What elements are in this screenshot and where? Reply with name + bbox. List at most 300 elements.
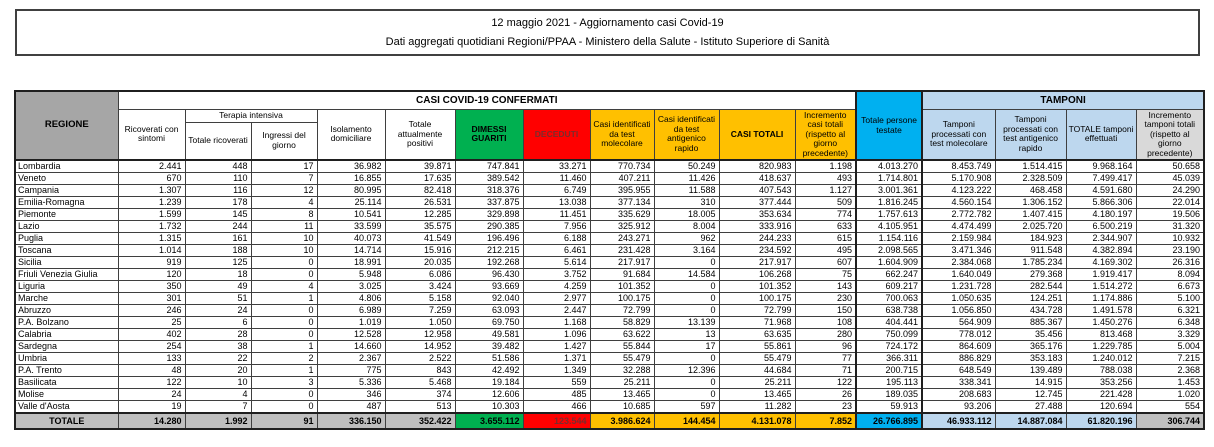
value-cell: 80.995 xyxy=(317,185,385,197)
value-cell: 4.013.270 xyxy=(856,160,922,173)
value-cell: 434.728 xyxy=(995,305,1066,317)
value-cell: 4.123.222 xyxy=(922,185,995,197)
value-cell: 407.211 xyxy=(590,173,654,185)
value-cell: 26.316 xyxy=(1136,257,1204,269)
table-row xyxy=(15,233,1204,245)
value-cell: 1 xyxy=(251,293,317,305)
value-cell: 55.844 xyxy=(590,341,654,353)
value-cell: 333.916 xyxy=(719,221,795,233)
value-cell: 161 xyxy=(185,233,251,245)
value-cell: 615 xyxy=(795,233,856,245)
value-cell: 1.019 xyxy=(317,317,385,329)
value-cell: 14.915 xyxy=(995,377,1066,389)
value-cell: 208.683 xyxy=(922,389,995,401)
value-cell: 2.368 xyxy=(1136,365,1204,377)
value-cell: 69.750 xyxy=(455,317,523,329)
value-cell: 49.581 xyxy=(455,329,523,341)
value-cell: 178 xyxy=(185,197,251,209)
value-cell: 0 xyxy=(251,257,317,269)
value-cell: 2.441 xyxy=(118,160,185,173)
value-cell: 962 xyxy=(654,233,719,245)
total-value-cell: 4.131.078 xyxy=(719,413,795,429)
value-cell: 36.982 xyxy=(317,160,385,173)
total-value-cell: 46.933.112 xyxy=(922,413,995,429)
value-cell: 145 xyxy=(185,209,251,221)
value-cell: 2.098.565 xyxy=(856,245,922,257)
value-cell: 40.073 xyxy=(317,233,385,245)
header-totale-persone-testate: Totale persone testate xyxy=(856,91,922,160)
value-cell: 279.368 xyxy=(995,269,1066,281)
value-cell: 24 xyxy=(185,305,251,317)
value-cell: 6.321 xyxy=(1136,305,1204,317)
value-cell: 24.290 xyxy=(1136,185,1204,197)
value-cell: 597 xyxy=(654,401,719,414)
value-cell: 6.500.219 xyxy=(1066,221,1136,233)
value-cell: 12.285 xyxy=(385,209,455,221)
value-cell: 28 xyxy=(185,329,251,341)
value-cell: 124.251 xyxy=(995,293,1066,305)
value-cell: 13.139 xyxy=(654,317,719,329)
value-cell: 607 xyxy=(795,257,856,269)
value-cell: 96 xyxy=(795,341,856,353)
value-cell: 44.684 xyxy=(719,365,795,377)
value-cell: 0 xyxy=(654,281,719,293)
table-row xyxy=(15,329,1204,341)
region-name: Toscana xyxy=(15,245,118,257)
value-cell: 17 xyxy=(251,160,317,173)
value-cell: 820.983 xyxy=(719,160,795,173)
value-cell: 329.898 xyxy=(455,209,523,221)
value-cell: 885.367 xyxy=(995,317,1066,329)
table-row xyxy=(15,173,1204,185)
value-cell: 2.159.984 xyxy=(922,233,995,245)
value-cell: 1 xyxy=(251,341,317,353)
total-value-cell: 14.887.084 xyxy=(995,413,1066,429)
value-cell: 1.168 xyxy=(523,317,590,329)
value-cell: 4 xyxy=(251,281,317,293)
total-value-cell: 144.454 xyxy=(654,413,719,429)
value-cell: 217.917 xyxy=(719,257,795,269)
value-cell: 11.426 xyxy=(654,173,719,185)
header-band-casi-confermati: CASI COVID-19 CONFERMATI xyxy=(118,91,856,109)
value-cell: 7.956 xyxy=(523,221,590,233)
value-cell: 2.772.782 xyxy=(922,209,995,221)
value-cell: 395.955 xyxy=(590,185,654,197)
value-cell: 1.315 xyxy=(118,233,185,245)
value-cell: 788.038 xyxy=(1066,365,1136,377)
total-value-cell: 3.655.112 xyxy=(455,413,523,429)
header-deceduti: DECEDUTI xyxy=(523,109,590,160)
table-row xyxy=(15,257,1204,269)
value-cell: 724.172 xyxy=(856,341,922,353)
value-cell: 5.468 xyxy=(385,377,455,389)
region-name: Lombardia xyxy=(15,160,118,173)
value-cell: 485 xyxy=(523,389,590,401)
value-cell: 4.474.499 xyxy=(922,221,995,233)
table-row xyxy=(15,377,1204,389)
value-cell: 20 xyxy=(185,365,251,377)
value-cell: 448 xyxy=(185,160,251,173)
value-cell: 374 xyxy=(385,389,455,401)
value-cell: 750.099 xyxy=(856,329,922,341)
header-incremento-casi: Incremento casi totali (rispetto al giorno precedente) xyxy=(795,109,856,160)
value-cell: 12.958 xyxy=(385,329,455,341)
value-cell: 18.005 xyxy=(654,209,719,221)
table-row xyxy=(15,353,1204,365)
value-cell: 2 xyxy=(251,353,317,365)
value-cell: 58.829 xyxy=(590,317,654,329)
total-value-cell: 61.820.196 xyxy=(1066,413,1136,429)
table-row xyxy=(15,281,1204,293)
value-cell: 91.684 xyxy=(590,269,654,281)
value-cell: 72.799 xyxy=(590,305,654,317)
value-cell: 23.190 xyxy=(1136,245,1204,257)
value-cell: 254 xyxy=(118,341,185,353)
value-cell: 509 xyxy=(795,197,856,209)
value-cell: 195.113 xyxy=(856,377,922,389)
value-cell: 366.311 xyxy=(856,353,922,365)
value-cell: 1.349 xyxy=(523,365,590,377)
value-cell: 22.014 xyxy=(1136,197,1204,209)
table-row xyxy=(15,341,1204,353)
value-cell: 14.660 xyxy=(317,341,385,353)
value-cell: 747.841 xyxy=(455,160,523,173)
value-cell: 418.637 xyxy=(719,173,795,185)
value-cell: 2.522 xyxy=(385,353,455,365)
value-cell: 6.749 xyxy=(523,185,590,197)
value-cell: 11 xyxy=(251,221,317,233)
region-name: Marche xyxy=(15,293,118,305)
value-cell: 493 xyxy=(795,173,856,185)
value-cell: 911.548 xyxy=(995,245,1066,257)
total-value-cell: 306.744 xyxy=(1136,413,1204,429)
value-cell: 82.418 xyxy=(385,185,455,197)
value-cell: 0 xyxy=(654,293,719,305)
value-cell: 350 xyxy=(118,281,185,293)
value-cell: 18 xyxy=(185,269,251,281)
value-cell: 337.875 xyxy=(455,197,523,209)
table-row xyxy=(15,305,1204,317)
value-cell: 5.948 xyxy=(317,269,385,281)
value-cell: 5.614 xyxy=(523,257,590,269)
table-row xyxy=(15,389,1204,401)
value-cell: 243.271 xyxy=(590,233,654,245)
value-cell: 6.188 xyxy=(523,233,590,245)
value-cell: 10 xyxy=(251,233,317,245)
total-value-cell: 1.992 xyxy=(185,413,251,429)
value-cell: 495 xyxy=(795,245,856,257)
value-cell: 662.247 xyxy=(856,269,922,281)
value-cell: 6.348 xyxy=(1136,317,1204,329)
total-value-cell: 14.280 xyxy=(118,413,185,429)
value-cell: 554 xyxy=(1136,401,1204,414)
table-body xyxy=(15,160,1204,429)
value-cell: 51.586 xyxy=(455,353,523,365)
value-cell: 7.259 xyxy=(385,305,455,317)
table-row xyxy=(15,209,1204,221)
header-ingressi-giorno: Ingressi del giorno xyxy=(251,122,317,160)
value-cell: 11.282 xyxy=(719,401,795,414)
value-cell: 3.164 xyxy=(654,245,719,257)
value-cell: 23 xyxy=(795,401,856,414)
value-cell: 3.752 xyxy=(523,269,590,281)
value-cell: 1.816.245 xyxy=(856,197,922,209)
value-cell: 5.100 xyxy=(1136,293,1204,305)
value-cell: 325.912 xyxy=(590,221,654,233)
value-cell: 188 xyxy=(185,245,251,257)
value-cell: 92.040 xyxy=(455,293,523,305)
value-cell: 108 xyxy=(795,317,856,329)
value-cell: 139.489 xyxy=(995,365,1066,377)
value-cell: 22 xyxy=(185,353,251,365)
value-cell: 3.424 xyxy=(385,281,455,293)
value-cell: 1.919.417 xyxy=(1066,269,1136,281)
value-cell: 100.175 xyxy=(590,293,654,305)
value-cell: 3.471.346 xyxy=(922,245,995,257)
value-cell: 122 xyxy=(118,377,185,389)
value-cell: 778.012 xyxy=(922,329,995,341)
value-cell: 31.320 xyxy=(1136,221,1204,233)
value-cell: 18.991 xyxy=(317,257,385,269)
region-name: Sicilia xyxy=(15,257,118,269)
header-regione: REGIONE xyxy=(15,91,118,160)
value-cell: 10 xyxy=(185,377,251,389)
value-cell: 14.714 xyxy=(317,245,385,257)
value-cell: 49 xyxy=(185,281,251,293)
value-cell: 100.175 xyxy=(719,293,795,305)
region-name: Abruzzo xyxy=(15,305,118,317)
header-tamponi-antigenico: Tamponi processati con test antigenico rapido xyxy=(995,109,1066,160)
value-cell: 11.588 xyxy=(654,185,719,197)
value-cell: 7.215 xyxy=(1136,353,1204,365)
value-cell: 513 xyxy=(385,401,455,414)
value-cell: 106.268 xyxy=(719,269,795,281)
value-cell: 93.669 xyxy=(455,281,523,293)
value-cell: 25.114 xyxy=(317,197,385,209)
total-value-cell: 123.544 xyxy=(523,413,590,429)
value-cell: 150 xyxy=(795,305,856,317)
value-cell: 10 xyxy=(251,245,317,257)
value-cell: 212.215 xyxy=(455,245,523,257)
value-cell: 770.734 xyxy=(590,160,654,173)
value-cell: 59.913 xyxy=(856,401,922,414)
value-cell: 17 xyxy=(654,341,719,353)
header-dimessi-guariti: DIMESSI GUARITI xyxy=(455,109,523,160)
value-cell: 143 xyxy=(795,281,856,293)
value-cell: 487 xyxy=(317,401,385,414)
value-cell: 51 xyxy=(185,293,251,305)
value-cell: 63.093 xyxy=(455,305,523,317)
value-cell: 2.344.907 xyxy=(1066,233,1136,245)
value-cell: 353.634 xyxy=(719,209,795,221)
value-cell: 402 xyxy=(118,329,185,341)
value-cell: 63.622 xyxy=(590,329,654,341)
value-cell: 246 xyxy=(118,305,185,317)
value-cell: 1.096 xyxy=(523,329,590,341)
value-cell: 71.968 xyxy=(719,317,795,329)
value-cell: 1.732 xyxy=(118,221,185,233)
value-cell: 0 xyxy=(251,389,317,401)
value-cell: 0 xyxy=(251,269,317,281)
value-cell: 919 xyxy=(118,257,185,269)
value-cell: 2.447 xyxy=(523,305,590,317)
value-cell: 72.799 xyxy=(719,305,795,317)
value-cell: 93.206 xyxy=(922,401,995,414)
table-row xyxy=(15,317,1204,329)
value-cell: 6.461 xyxy=(523,245,590,257)
value-cell: 11.451 xyxy=(523,209,590,221)
value-cell: 101.352 xyxy=(719,281,795,293)
value-cell: 39.482 xyxy=(455,341,523,353)
value-cell: 4.591.680 xyxy=(1066,185,1136,197)
title-box xyxy=(15,9,1200,56)
value-cell: 2.977 xyxy=(523,293,590,305)
value-cell: 33.599 xyxy=(317,221,385,233)
value-cell: 1.020 xyxy=(1136,389,1204,401)
value-cell: 200.715 xyxy=(856,365,922,377)
table-row xyxy=(15,185,1204,197)
value-cell: 2.025.720 xyxy=(995,221,1066,233)
value-cell: 35.575 xyxy=(385,221,455,233)
value-cell: 19 xyxy=(118,401,185,414)
value-cell: 184.923 xyxy=(995,233,1066,245)
value-cell: 466 xyxy=(523,401,590,414)
value-cell: 310 xyxy=(654,197,719,209)
value-cell: 318.376 xyxy=(455,185,523,197)
value-cell: 122 xyxy=(795,377,856,389)
header-totale-attualmente-positivi: Totale attualmente positivi xyxy=(385,109,455,160)
value-cell: 0 xyxy=(654,377,719,389)
value-cell: 8 xyxy=(251,209,317,221)
value-cell: 55.861 xyxy=(719,341,795,353)
value-cell: 0 xyxy=(654,389,719,401)
value-cell: 3 xyxy=(251,377,317,389)
value-cell: 125 xyxy=(185,257,251,269)
value-cell: 4.806 xyxy=(317,293,385,305)
value-cell: 8.004 xyxy=(654,221,719,233)
value-cell: 48 xyxy=(118,365,185,377)
value-cell: 12.396 xyxy=(654,365,719,377)
value-cell: 670 xyxy=(118,173,185,185)
value-cell: 6 xyxy=(185,317,251,329)
value-cell: 1.240.012 xyxy=(1066,353,1136,365)
value-cell: 8.094 xyxy=(1136,269,1204,281)
value-cell: 231.428 xyxy=(590,245,654,257)
value-cell: 404.441 xyxy=(856,317,922,329)
value-cell: 1.450.276 xyxy=(1066,317,1136,329)
value-cell: 700.063 xyxy=(856,293,922,305)
total-value-cell: 3.986.624 xyxy=(590,413,654,429)
value-cell: 32.288 xyxy=(590,365,654,377)
value-cell: 13.465 xyxy=(719,389,795,401)
region-name: Veneto xyxy=(15,173,118,185)
value-cell: 2.384.068 xyxy=(922,257,995,269)
value-cell: 13.038 xyxy=(523,197,590,209)
region-name: Puglia xyxy=(15,233,118,245)
value-cell: 3.001.361 xyxy=(856,185,922,197)
region-name: Friuli Venezia Giulia xyxy=(15,269,118,281)
value-cell: 196.496 xyxy=(455,233,523,245)
value-cell: 5.866.306 xyxy=(1066,197,1136,209)
value-cell: 3.025 xyxy=(317,281,385,293)
region-name: Campania xyxy=(15,185,118,197)
value-cell: 377.134 xyxy=(590,197,654,209)
value-cell: 0 xyxy=(654,353,719,365)
header-isolamento-domiciliare: Isolamento domiciliare xyxy=(317,109,385,160)
value-cell: 4.169.302 xyxy=(1066,257,1136,269)
value-cell: 564.909 xyxy=(922,317,995,329)
value-cell: 1.014 xyxy=(118,245,185,257)
region-name: P.A. Bolzano xyxy=(15,317,118,329)
value-cell: 1.229.785 xyxy=(1066,341,1136,353)
value-cell: 50.658 xyxy=(1136,160,1204,173)
value-cell: 407.543 xyxy=(719,185,795,197)
value-cell: 133 xyxy=(118,353,185,365)
value-cell: 346 xyxy=(317,389,385,401)
value-cell: 4.105.951 xyxy=(856,221,922,233)
value-cell: 120 xyxy=(118,269,185,281)
value-cell: 35.456 xyxy=(995,329,1066,341)
value-cell: 559 xyxy=(523,377,590,389)
table-row xyxy=(15,269,1204,281)
value-cell: 389.542 xyxy=(455,173,523,185)
header-casi-totali: CASI TOTALI xyxy=(719,109,795,160)
table-row xyxy=(15,197,1204,209)
header-incremento-tamponi: Incremento tamponi totali (rispetto al giorno precedente) xyxy=(1136,109,1204,160)
value-cell: 468.458 xyxy=(995,185,1066,197)
value-cell: 7.499.417 xyxy=(1066,173,1136,185)
value-cell: 39.871 xyxy=(385,160,455,173)
value-cell: 301 xyxy=(118,293,185,305)
value-cell: 3.329 xyxy=(1136,329,1204,341)
header-terapia-intensiva: Terapia intensiva xyxy=(185,109,317,122)
value-cell: 63.635 xyxy=(719,329,795,341)
value-cell: 1.407.415 xyxy=(995,209,1066,221)
value-cell: 8.453.749 xyxy=(922,160,995,173)
value-cell: 1.640.049 xyxy=(922,269,995,281)
value-cell: 6.989 xyxy=(317,305,385,317)
value-cell: 15.916 xyxy=(385,245,455,257)
value-cell: 0 xyxy=(251,317,317,329)
value-cell: 1.514.415 xyxy=(995,160,1066,173)
value-cell: 5.158 xyxy=(385,293,455,305)
value-cell: 4.560.154 xyxy=(922,197,995,209)
value-cell: 25.211 xyxy=(590,377,654,389)
value-cell: 20.035 xyxy=(385,257,455,269)
value-cell: 1.050.635 xyxy=(922,293,995,305)
total-label: TOTALE xyxy=(15,413,118,429)
total-value-cell: 352.422 xyxy=(385,413,455,429)
value-cell: 71 xyxy=(795,365,856,377)
header-ricoverati-sintomi: Ricoverati con sintomi xyxy=(118,109,185,160)
value-cell: 1.198 xyxy=(795,160,856,173)
value-cell: 338.341 xyxy=(922,377,995,389)
value-cell: 353.256 xyxy=(1066,377,1136,389)
region-name: Emilia-Romagna xyxy=(15,197,118,209)
value-cell: 12.606 xyxy=(455,389,523,401)
header-totale-ricoverati: Totale ricoverati xyxy=(185,122,251,160)
value-cell: 26.531 xyxy=(385,197,455,209)
value-cell: 1.714.801 xyxy=(856,173,922,185)
value-cell: 116 xyxy=(185,185,251,197)
region-name: Umbria xyxy=(15,353,118,365)
title-line-1: 12 maggio 2021 - Aggiornamento casi Covid-19 xyxy=(491,17,724,30)
value-cell: 1.231.728 xyxy=(922,281,995,293)
value-cell: 33.271 xyxy=(523,160,590,173)
header-casi-test-antigenico: Casi identificati da test antigenico rapido xyxy=(654,109,719,160)
value-cell: 1.050 xyxy=(385,317,455,329)
value-cell: 774 xyxy=(795,209,856,221)
